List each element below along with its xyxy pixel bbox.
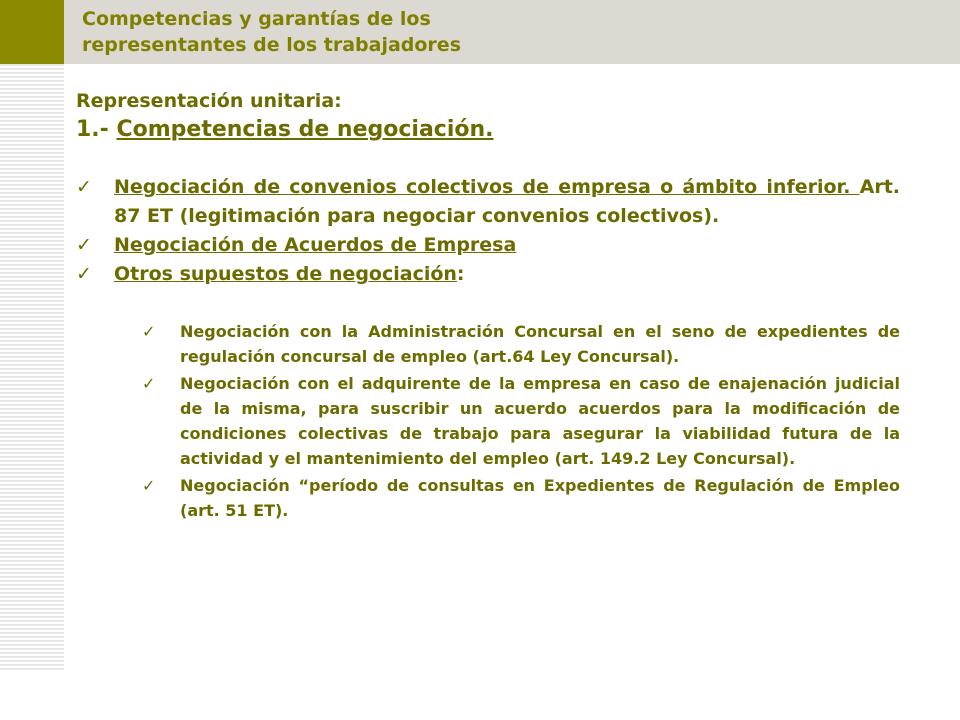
section-subtitle: Representación unitaria:: [76, 90, 342, 112]
item-underlined-text: Negociación de Acuerdos de Empresa: [114, 234, 517, 256]
checkmark-icon: ✓: [142, 476, 156, 495]
item-underlined-text: Negociación de convenios colectivos de empresa o ámbito inferior.: [114, 176, 860, 198]
checkmark-icon: ✓: [142, 322, 156, 341]
heading-text: Competencias de negociación.: [116, 117, 494, 142]
heading-number: 1.-: [76, 117, 117, 142]
item-underlined-text: Otros supuestos de negociación: [114, 263, 457, 285]
list-item: [76, 173, 900, 231]
sub-item-text: Negociación “período de consultas en Expedientes de Regulación de Empleo (art. 51 ET).: [180, 476, 900, 520]
slide-title-line-2: representantes de los trabajadores: [82, 34, 461, 56]
header-accent-block: [0, 0, 64, 64]
checkmark-icon: ✓: [76, 176, 92, 198]
slide-content: [76, 88, 900, 523]
item-text: :: [456, 263, 465, 285]
sub-list-item: [142, 371, 900, 471]
slide-title: [82, 6, 942, 58]
sub-bullet-list: [142, 319, 900, 523]
slide-title-line-1: Competencias y garantías de los: [82, 8, 431, 30]
sub-item-text: Negociación con la Administración Concursal en el seno de expedientes de regulación concursal de empleo (art.64 Ley Concursal).: [180, 322, 900, 366]
item-text: Art. 87 ET (legitimación para negociar convenios colectivos).: [114, 176, 900, 227]
side-stripe-decoration: [0, 64, 64, 670]
section-heading: [76, 115, 900, 145]
list-item: [76, 231, 900, 260]
list-item: [76, 260, 900, 289]
checkmark-icon: ✓: [76, 263, 92, 285]
sub-list-item: [142, 319, 900, 369]
sub-item-text: Negociación con el adquirente de la empresa en caso de enajenación judicial de la misma, para suscribir un acuerdo acuerdos para la modificación de condiciones colectivas de trabajo para asegurar la viabilidad futura de la actividad y el mantenimiento del empleo (art. 149.2 Ley Concursal).: [180, 374, 900, 468]
sub-list-item: [142, 473, 900, 523]
checkmark-icon: ✓: [76, 234, 92, 256]
checkmark-icon: ✓: [142, 374, 156, 393]
main-bullet-list: [76, 173, 900, 289]
